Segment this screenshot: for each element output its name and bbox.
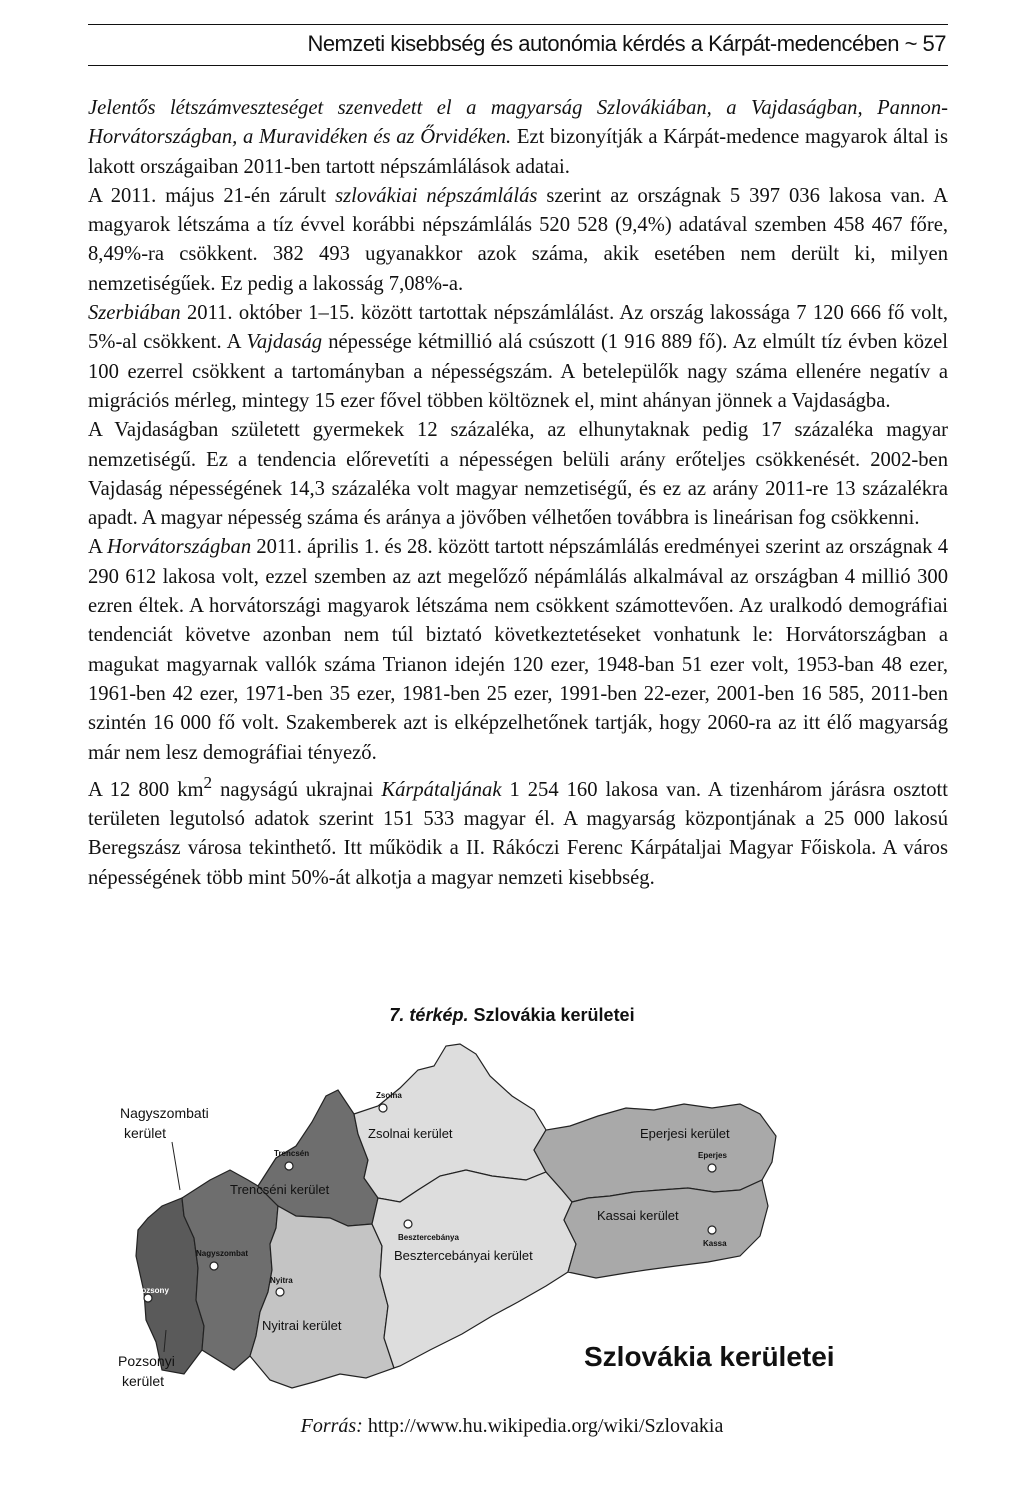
label-trencseni: Trencséni kerület — [230, 1182, 330, 1197]
paragraph-2 — [88, 182, 948, 299]
paragraph-5-italic: Horvátországban — [106, 536, 252, 559]
label-nagyszombat: Nagyszombat — [196, 1249, 249, 1258]
label-nyitrai: Nyitrai kerület — [262, 1318, 342, 1333]
callout-pozsonyi-line1: Pozsonyi — [118, 1353, 175, 1369]
paragraph-6-text-b: nagyságú ukrajnai — [212, 778, 382, 801]
superscript-2: 2 — [203, 772, 213, 792]
figure-number: 7. térkép. — [389, 1005, 469, 1025]
running-title: Nemzeti kisebbség és autonómia kérdés a Kárpát-medencében ~ 57 — [307, 31, 946, 56]
label-zsolna: Zsolna — [376, 1091, 402, 1100]
source-label: Forrás: — [300, 1415, 363, 1437]
label-trencsen: Trencsén — [274, 1149, 310, 1158]
paragraph-2-italic: szlovákiai népszámlálás — [335, 184, 538, 207]
paragraph-6-text-c: 1 254 160 lakosa van. A tizenhárom járásra osztott területen legutolsó adatok szerint 151 533 magyar él. A magyarság központjának a 25 000 lakosú Beregszász városa tekinthető. Itt működik a II. Rákóczi Ferenc Kárpátaljai Magyar Főiskola. A város népességének több mint 50%-át alkotja a magyar nemzeti kisebbség. — [88, 778, 948, 889]
paragraph-2-text-b: szerint az országnak 5 397 036 lakosa van. A magyarok létszáma a tíz évvel korábbi népszámlálás 520 528 (9,4%) adatával szemben 458 467 főre, 8,49%-ra csökkent. 382 493 ugyanakkor azok száma, akik esetében nem derült ki, milyen nemzetiségűek. Ez pedig a lakosság 7,08%-a. — [88, 184, 948, 295]
city-marker-nagyszombat — [210, 1262, 218, 1270]
region-eperjesi — [534, 1104, 776, 1202]
label-besztercebanyai: Besztercebányai kerület — [394, 1248, 533, 1263]
callout-pozsonyi-line2: kerület — [122, 1373, 165, 1389]
paragraph-6 — [88, 768, 948, 893]
paragraph-6-text-a: A 12 800 km — [88, 778, 204, 801]
label-kassai: Kassai kerület — [597, 1208, 679, 1223]
figure-caption — [0, 1005, 1024, 1026]
body-text — [88, 94, 948, 893]
callout-nagyszombati-leader — [172, 1142, 180, 1190]
figure-source — [0, 1415, 1024, 1438]
label-nyitra: Nyitra — [270, 1276, 293, 1285]
city-marker-pozsony — [144, 1294, 152, 1302]
paragraph-4 — [88, 416, 948, 533]
paragraph-3-italic-1: Szerbiában — [88, 302, 181, 325]
paragraph-3-text-a: 2011. október 1–15. között tartottak népszámlálást. Az ország lakossága 7 120 666 fő volt, 5%-al csökkent. A — [88, 302, 948, 354]
paragraph-4-text: A Vajdaságban született gyermekek 12 százaléka, az elhunytaknak pedig 17 százaléka magyar nemzetiségű. Ez a tendencia előrevetíti a népességen belüli arány erőteljes csökkenését. 2002-ben Vajdaság népességének 14,3 százaléka volt magyar nemzetiségű, és ez az arány 2011-re 13 százalékra apadt. A magyar népesség száma és aránya a jövőben vélhetően továbbra is lineárisan fog csökkenni. — [88, 419, 948, 530]
city-marker-trencsen — [285, 1162, 293, 1170]
region-besztercebanyai — [372, 1170, 576, 1368]
label-eperjesi: Eperjesi kerület — [640, 1126, 730, 1141]
map-title: Szlovákia kerületei — [584, 1341, 835, 1372]
slovakia-districts-map — [100, 1030, 860, 1410]
label-pozsony: Pozsony — [136, 1286, 169, 1295]
running-header — [88, 24, 948, 66]
source-url: http://www.hu.wikipedia.org/wiki/Szlovakia — [362, 1415, 724, 1437]
city-marker-zsolna — [379, 1104, 387, 1112]
paragraph-3 — [88, 299, 948, 416]
paragraph-1 — [88, 94, 948, 182]
city-marker-besztercebanya — [404, 1220, 412, 1228]
paragraph-1-text: Ezt bizonyítják a Kárpát-medence magyarok által is lakott országaiban 2011-ben tartott népszámlálások adatai. — [88, 126, 948, 178]
label-besztercebanya: Besztercebánya — [398, 1233, 459, 1242]
paragraph-5-text-a: A — [88, 536, 107, 559]
label-kassa: Kassa — [703, 1239, 727, 1248]
paragraph-5-text-b: 2011. április 1. és 28. között tartott népszámlálás eredményei szerint az országnak 4 290 612 lakosa volt, ezzel szemben az azt megelőző népámlálás alkalmával az országban 4 millió 300 ezren éltek. A horvátországi magyarok létszáma nem csökkent számottevően. Az uralkodó demográfiai tendenciát követve azonban nem túl biztató következtetéseket vonhatunk le: Horvátországban a magukat magyarnak vallók száma Trianon idején 120 ezer, 1948-ban 51 ezer volt, 1953-ban 48 ezer, 1961-ben 42 ezer, 1971-ben 35 ezer, 1981-ben 25 ezer, 1991-ben 22-ezer, 2001-ben 16 585, 2011-ben szintén 16 000 fő volt. Szakemberek azt is elképzelhetőnek tartják, hogy 2060-ra az itt élő magyarság már nem lesz demográfiai tényező. — [88, 536, 948, 764]
paragraph-5 — [88, 533, 948, 767]
paragraph-6-italic: Kárpátaljának — [381, 778, 502, 801]
paragraph-3-text-b: népessége kétmillió alá csúszott (1 916 889 fő). Az elmúlt tíz évben közel 100 ezerrel csökkent a tartományban a népességszám. A betelepülők nagy száma ellenére negatív a migrációs mérleg, mintegy 15 ezer fővel többen költöznek el, mint ahányan jönnek a Vajdaságba. — [88, 331, 948, 412]
city-marker-eperjes — [708, 1164, 716, 1172]
callout-nagyszombati-line2: kerület — [124, 1125, 167, 1141]
label-eperjes: Eperjes — [698, 1151, 727, 1160]
label-zsolnai: Zsolnai kerület — [368, 1126, 453, 1141]
figure-caption-title: Szlovákia kerületei — [473, 1005, 635, 1025]
paragraph-1-italic: Jelentős létszámveszteséget szenvedett el a magyarság Szlovákiában, a Vajdaságban, Pannon-Horvátországban, a Muravidéken és az Őrvidéken. — [88, 97, 948, 149]
city-marker-nyitra — [276, 1288, 284, 1296]
paragraph-3-italic-2: Vajdaság — [246, 331, 323, 354]
city-marker-kassa — [708, 1226, 716, 1234]
paragraph-2-text-a: A 2011. május 21-én zárult — [88, 184, 336, 207]
callout-nagyszombati-line1: Nagyszombati — [120, 1105, 209, 1121]
